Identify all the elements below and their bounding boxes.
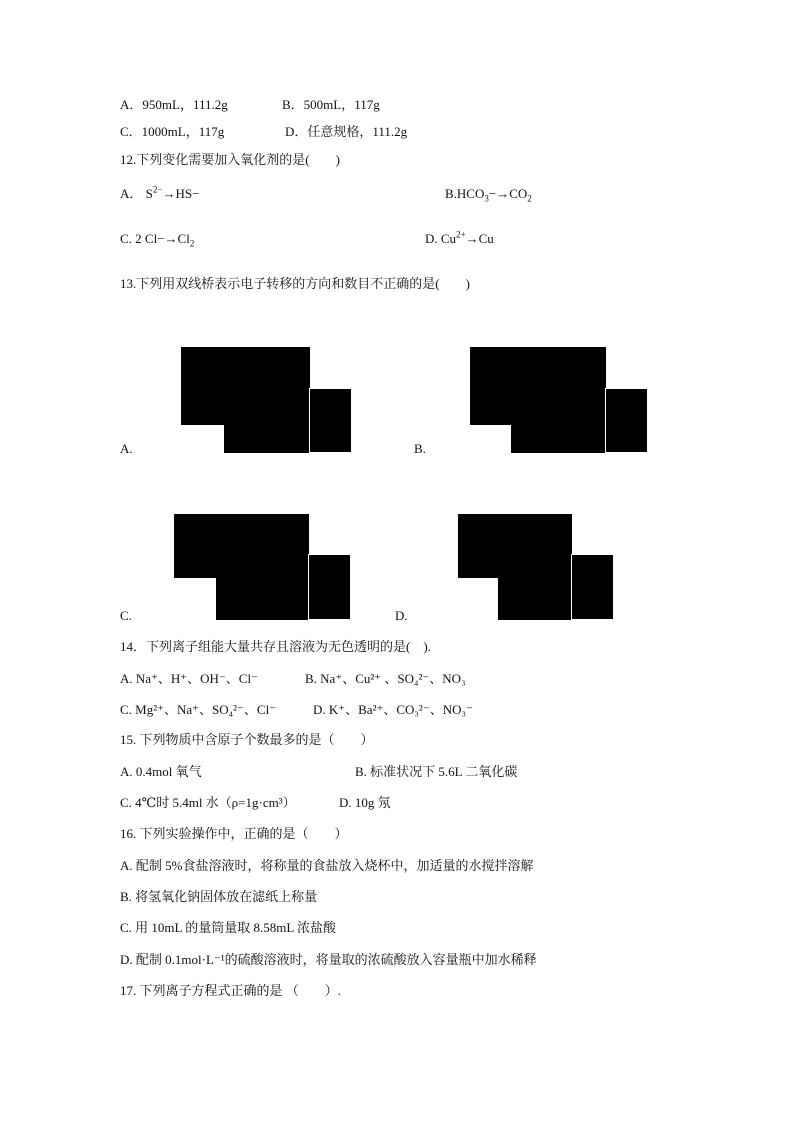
q16-option-c: C. 用 10mL 的量筒量取 8.58mL 浓盐酸 [120,920,337,935]
q12-option-c: C. 2 $Cl-\to Cl_2$ [120,231,195,249]
q14-option-b: B. Na⁺、Cu²⁺ 、SO₄²⁻、NO₃ [305,671,466,686]
q15-option-d: D. 10g 氖 [339,795,391,810]
q16-option-b: B. 将氢氧化钠固体放在滤纸上称量 [120,889,318,904]
q15-option-a: A. 0.4mol 氧气 [120,764,202,779]
q11-option-b: B．500mL，117g [282,97,380,112]
q14-stem: 14．下列离子组能大量共存且溶液为无色透明的是( ). [120,639,431,654]
q17-stem: 17. 下列离子方程式正确的是 （ ）. [120,983,342,998]
q15-option-c: C. 4℃时 5.4ml 水（ρ=1g·cm³） [120,795,296,810]
q13-label-c: C. [120,608,132,623]
q12-option-b: $B.HCO_3-\to CO_2$ [445,186,532,204]
q15-option-b: B. 标准状况下 5.6L 二氧化碳 [355,764,518,779]
q15-stem: 15. 下列物质中含原子个数最多的是（ ） [120,732,374,747]
q13-label-d: D. [395,608,408,623]
q11-option-c: C．1000mL，117g [120,124,225,139]
q13-label-b: B. [414,441,426,456]
q14-option-c: C. Mg²⁺、Na⁺、SO₄²⁻、Cl⁻ [120,702,277,717]
q14-option-d: D. K⁺、Ba²⁺、CO₃²⁻、NO₃⁻ [313,702,473,717]
q16-option-d: D. 配制 0.1mol·L⁻¹的硫酸溶液时，将量取的浓硫酸放入容量瓶中加水稀释 [120,952,537,967]
q11-option-d: D．任意规格，111.2g [285,124,408,139]
q14-option-a: A. Na⁺、H⁺、OH⁻、Cl⁻ [120,671,258,686]
q12-stem: 12.下列变化需要加入氧化剂的是( ) [120,152,340,167]
q12-option-d: D. $Cu^{2+}\to Cu$ [425,229,494,246]
q16-stem: 16. 下列实验操作中，正确的是（ ） [120,826,348,841]
q12-option-a: A． $S^{2-}\to HS-$ [120,184,200,201]
q13-stem: 13.下列用双线桥表示电子转移的方向和数目不正确的是( ) [120,276,470,291]
q16-option-a: A. 配制 5%食盐溶液时，将称量的食盐放入烧杯中，加适量的水搅拌溶解 [120,858,534,873]
q11-option-a: A．950mL，111.2g [120,97,228,112]
q13-label-a: A. [120,441,133,456]
